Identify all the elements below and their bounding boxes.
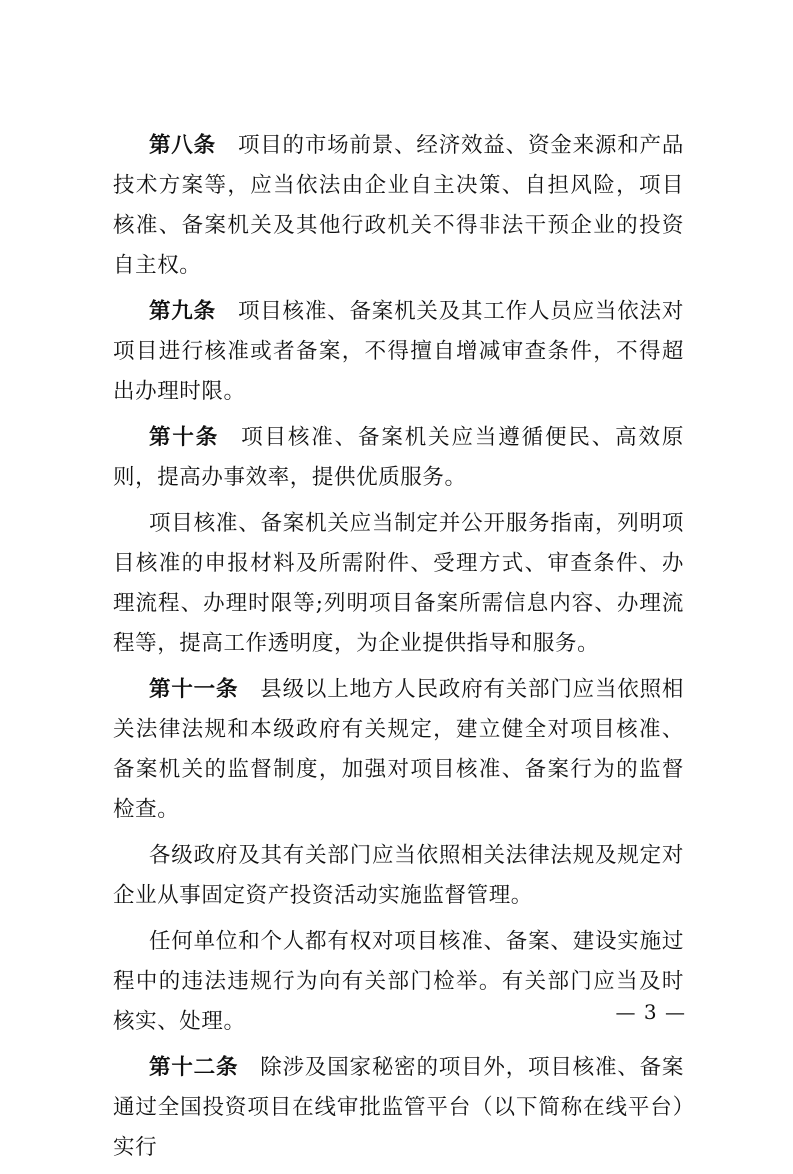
paragraph-article-11 [113,670,684,830]
paragraph-text: 项目核准、备案机关应当制定并公开服务指南，列明项目核准的申报材料及所需附件、受理方式、审查条件、办理流程、办理时限等;列明项目备案所需信息内容、办理流程等，提高工作透明度，为企业提供指导和服务。 [113,511,684,656]
paragraph-text: 项目的市场前景、经济效益、资金来源和产品技术方案等，应当依法由企业自主决策、自担风险，项目核准、备案机关及其他行政机关不得非法干预企业的投资自主权。 [113,133,684,278]
paragraph-text: 项目核准、备案机关及其工作人员应当依法对项目进行核准或者备案，不得擅自增减审查条件，不得超出办理时限。 [113,299,684,404]
article-heading: 第八条 [149,133,216,158]
paragraph-article-10 [113,418,684,498]
paragraph-article-12 [113,1048,684,1168]
paragraph-text: 县级以上地方人民政府有关部门应当依照相关法律法规和本级政府有关规定，建立健全对项目核准、备案机关的监督制度，加强对项目核准、备案行为的监督检查。 [113,677,685,822]
paragraph-text: 任何单位和个人都有权对项目核准、备案、建设实施过程中的违法违规行为向有关部门检举。有关部门应当及时核实、处理。 [113,929,684,1034]
article-heading: 第十条 [149,425,220,450]
paragraph-text: 各级政府及其有关部门应当依照相关法律法规及规定对企业从事固定资产投资活动实施监督管理。 [113,843,684,908]
paragraph-text: 项目核准、备案机关应当遵循便民、高效原则，提高办事效率，提供优质服务。 [113,425,684,490]
article-heading: 第九条 [149,299,216,324]
paragraph-article-11-cont-1 [113,836,684,916]
page-number: — 3 — [615,1000,686,1024]
article-heading: 第十二条 [149,1055,239,1080]
paragraph-article-10-cont [113,504,684,664]
document-body [113,126,684,1174]
paragraph-article-9 [113,292,684,412]
paragraph-text: 除涉及国家秘密的项目外，项目核准、备案通过全国投资项目在线审批监管平台（以下简称在线平台）实行 [113,1055,685,1160]
paragraph-article-11-cont-2 [113,922,684,1042]
paragraph-article-8 [113,126,684,286]
article-heading: 第十一条 [149,677,239,702]
